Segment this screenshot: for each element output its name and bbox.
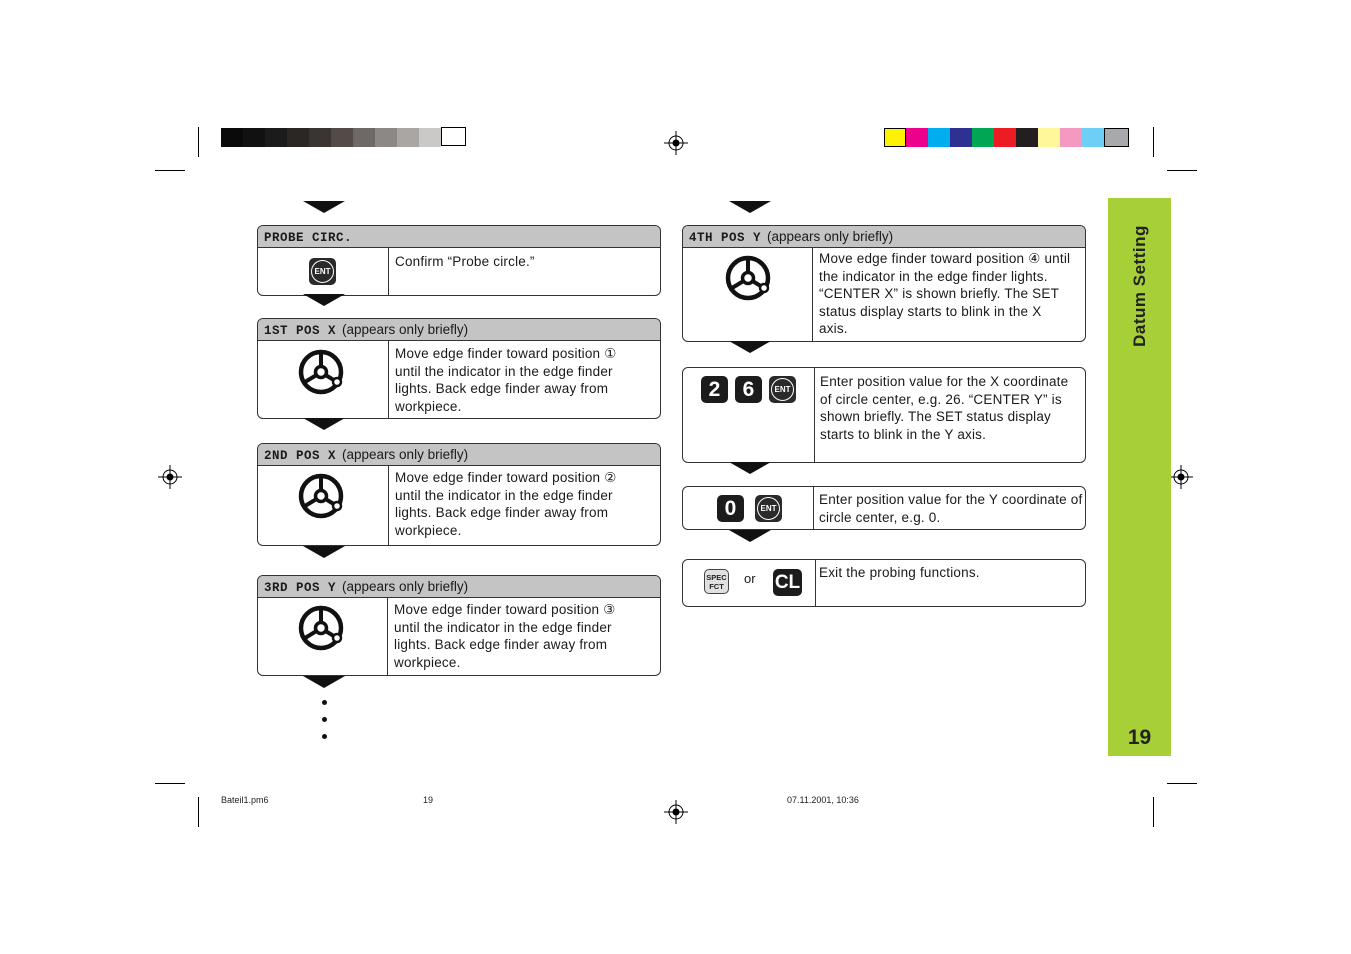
flow-arrow	[729, 530, 771, 542]
gray-swatch	[243, 128, 265, 147]
section-title-text: Datum Setting	[1129, 225, 1149, 347]
step-3rd-pos-y	[257, 575, 661, 676]
color-swatch	[950, 128, 972, 147]
page-number: 19	[1127, 726, 1152, 749]
flow-arrow	[303, 418, 345, 430]
color-swatch	[906, 128, 928, 147]
spec-fct-key	[704, 569, 729, 594]
digit-0-key: 0	[717, 495, 744, 522]
fct-label: FCT	[709, 582, 724, 591]
gray-swatch	[375, 128, 397, 147]
footer-file: Bateil1.pm6	[221, 795, 269, 805]
display-header	[258, 444, 660, 466]
step-description: Enter position value for the Y coordinate of circle center, e.g. 0.	[819, 492, 1083, 525]
display-note: (appears only briefly)	[767, 229, 894, 244]
flow-arrow	[729, 341, 771, 353]
step-exit-probing	[682, 559, 1086, 607]
display-note: (appears only briefly)	[342, 322, 469, 337]
continuation-dot	[322, 734, 327, 739]
step-description: Confirm “Probe circle.”	[395, 254, 535, 269]
color-swatch	[928, 128, 950, 147]
gray-swatch	[331, 128, 353, 147]
handwheel-icon	[724, 254, 772, 302]
step-2nd-pos-x	[257, 443, 661, 546]
display-text: 4TH POS Y	[689, 231, 762, 245]
continuation-dot	[322, 700, 327, 705]
display-header	[258, 576, 660, 598]
display-header	[258, 226, 660, 248]
display-text: PROBE CIRC.	[264, 231, 353, 245]
flow-arrow	[303, 294, 345, 306]
color-swatch	[972, 128, 994, 147]
color-swatch	[1016, 128, 1038, 147]
step-description: Move edge finder toward position ① until the indicator in the edge finder lights. Back edge finder away from workpiece.	[395, 346, 617, 414]
handwheel-icon	[297, 472, 345, 520]
display-text: 3RD POS Y	[264, 581, 337, 595]
step-1st-pos-x	[257, 318, 661, 419]
color-swatch	[1060, 128, 1082, 147]
step-description: Move edge finder toward position ④ until the indicator in the edge finder lights. “CENTER X” is shown briefly. The SET status display starts to blink in the X axis.	[819, 251, 1071, 336]
gray-swatch	[353, 128, 375, 147]
color-swatch	[1104, 128, 1129, 147]
registration-mark-icon	[1169, 465, 1193, 489]
gray-swatch	[221, 128, 243, 147]
step-probe-circ	[257, 225, 661, 296]
display-note: (appears only briefly)	[342, 447, 469, 462]
or-label: or	[744, 571, 756, 586]
handwheel-icon	[297, 604, 345, 652]
gray-swatch	[309, 128, 331, 147]
continuation-dot	[322, 717, 327, 722]
registration-mark-icon	[158, 465, 182, 489]
step-description: Move edge finder toward position ③ until the indicator in the edge finder lights. Back edge finder away from workpiece.	[394, 602, 616, 670]
display-header	[683, 226, 1085, 248]
registration-mark-icon	[664, 131, 688, 155]
display-text: 2ND POS X	[264, 449, 337, 463]
ent-key-icon: ENT	[309, 258, 336, 285]
flow-arrow	[729, 201, 771, 213]
step-description: Enter position value for the X coordinate of circle center, e.g. 26. “CENTER Y” is shown briefly. The SET status display starts to blink in the Y axis.	[820, 374, 1069, 442]
gray-swatch	[419, 128, 441, 147]
color-swatch	[884, 128, 906, 147]
footer-page: 19	[423, 795, 434, 805]
ent-key-icon: ENT	[755, 495, 782, 522]
registration-mark-icon	[664, 800, 688, 824]
display-text: 1ST POS X	[264, 324, 337, 338]
footer-date: 07.11.2001, 10:36	[787, 795, 859, 805]
display-note: (appears only briefly)	[342, 579, 469, 594]
flow-arrow	[303, 676, 345, 688]
cl-key: CL	[773, 569, 802, 596]
gray-swatch	[397, 128, 419, 147]
step-4th-pos-y	[682, 225, 1086, 342]
step-description: Exit the probing functions.	[819, 565, 980, 580]
display-header	[258, 319, 660, 341]
spec-label: SPEC	[706, 573, 727, 582]
digit-2-key: 2	[701, 376, 728, 403]
gray-swatch	[287, 128, 309, 147]
color-swatch	[1082, 128, 1104, 147]
handwheel-icon	[297, 348, 345, 396]
digit-6-key: 6	[735, 376, 762, 403]
gray-swatch	[265, 128, 287, 147]
flow-arrow	[729, 462, 771, 474]
step-enter-y-center	[682, 486, 1086, 530]
section-title	[1108, 198, 1171, 358]
flow-arrow	[303, 546, 345, 558]
step-description: Move edge finder toward position ② until the indicator in the edge finder lights. Back edge finder away from workpiece.	[395, 470, 617, 538]
color-swatch	[994, 128, 1016, 147]
flow-arrow	[303, 201, 345, 213]
color-swatch	[1038, 128, 1060, 147]
ent-key-icon: ENT	[769, 376, 796, 403]
gray-swatch	[441, 127, 466, 146]
step-enter-x-center	[682, 367, 1086, 463]
